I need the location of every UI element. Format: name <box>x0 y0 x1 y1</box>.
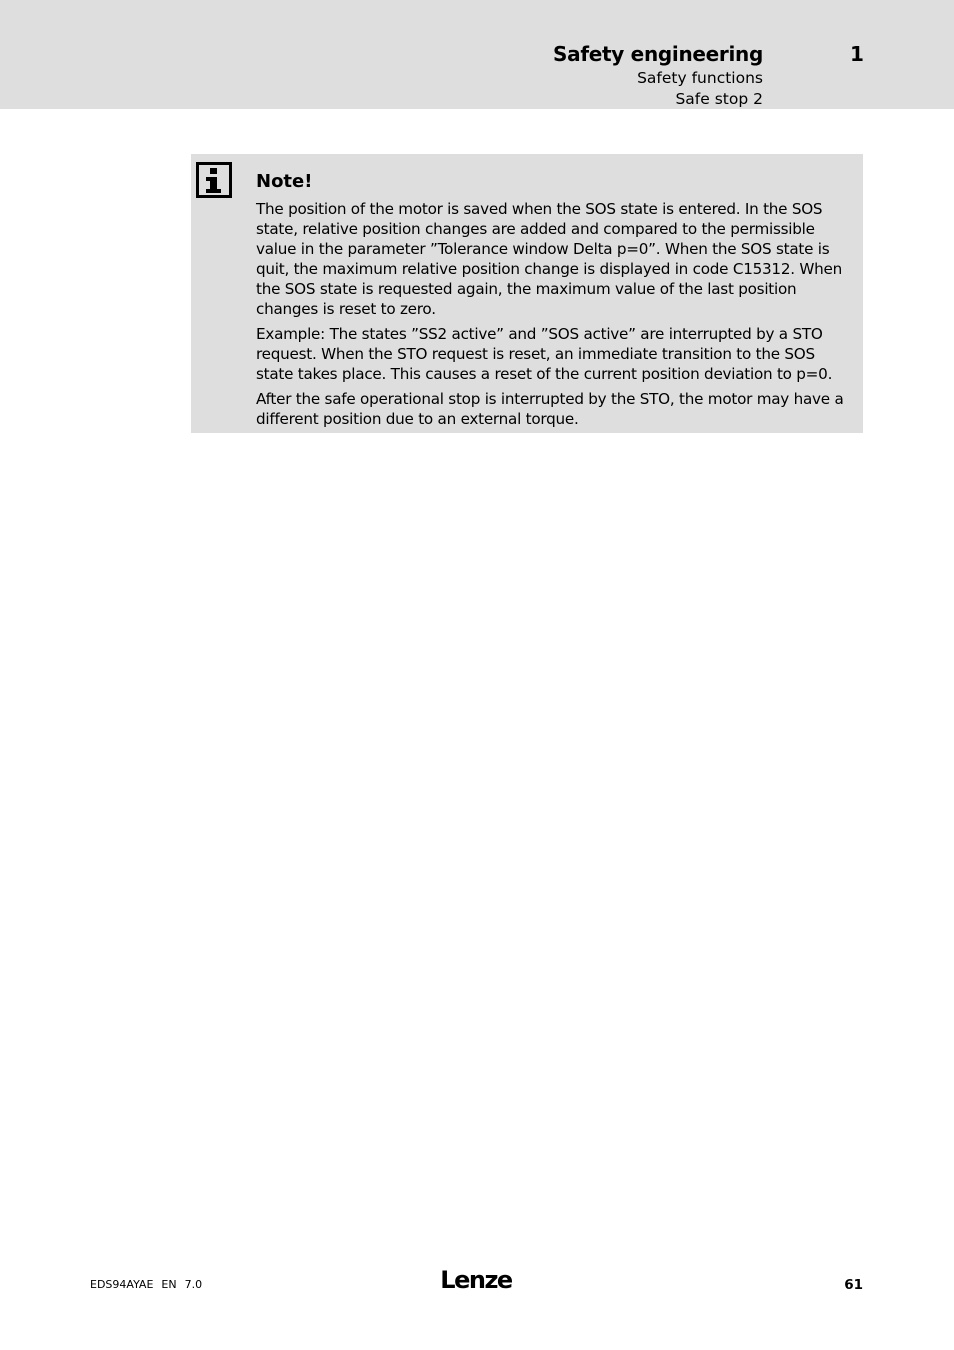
logo-text: Lenze <box>440 1266 512 1294</box>
note-paragraph: After the safe operational stop is interrupted by the STO, the motor may have a different position due to an external torque. <box>256 390 844 428</box>
note-body <box>256 199 852 434</box>
doc-language: EN <box>161 1278 177 1291</box>
header-band <box>0 0 954 109</box>
doc-id: EDS94AYAE <box>90 1278 154 1291</box>
footer-document-id <box>90 1277 210 1293</box>
info-icon <box>196 162 232 198</box>
note-paragraph: Example: The states ”SS2 active” and ”SOS active” are interrupted by a STO request. When the STO request is reset, an immediate transition to the SOS state takes place. This causes a reset of the current position deviation to p=0. <box>256 325 833 383</box>
doc-version: 7.0 <box>184 1278 203 1291</box>
note-box <box>191 154 863 433</box>
chapter-title: Safety engineering <box>553 42 763 66</box>
lenze-logo <box>437 1266 515 1294</box>
note-heading: Note! <box>256 171 313 192</box>
subsection-title: Safe stop 2 <box>675 90 763 108</box>
header-titles <box>553 40 763 110</box>
page-number: 61 <box>844 1277 863 1293</box>
section-title: Safety functions <box>637 69 763 87</box>
note-paragraph: The position of the motor is saved when the SOS state is entered. In the SOS state, relative position changes are added and compared to the permissible value in the parameter ”Tolerance window Delta p=0”. When the SOS state is quit, the maximum relative position change is displayed in code C15312. When the SOS state is requested again, the maximum value of the last position changes is reset to zero. <box>256 200 843 318</box>
chapter-number: 1 <box>850 42 864 66</box>
